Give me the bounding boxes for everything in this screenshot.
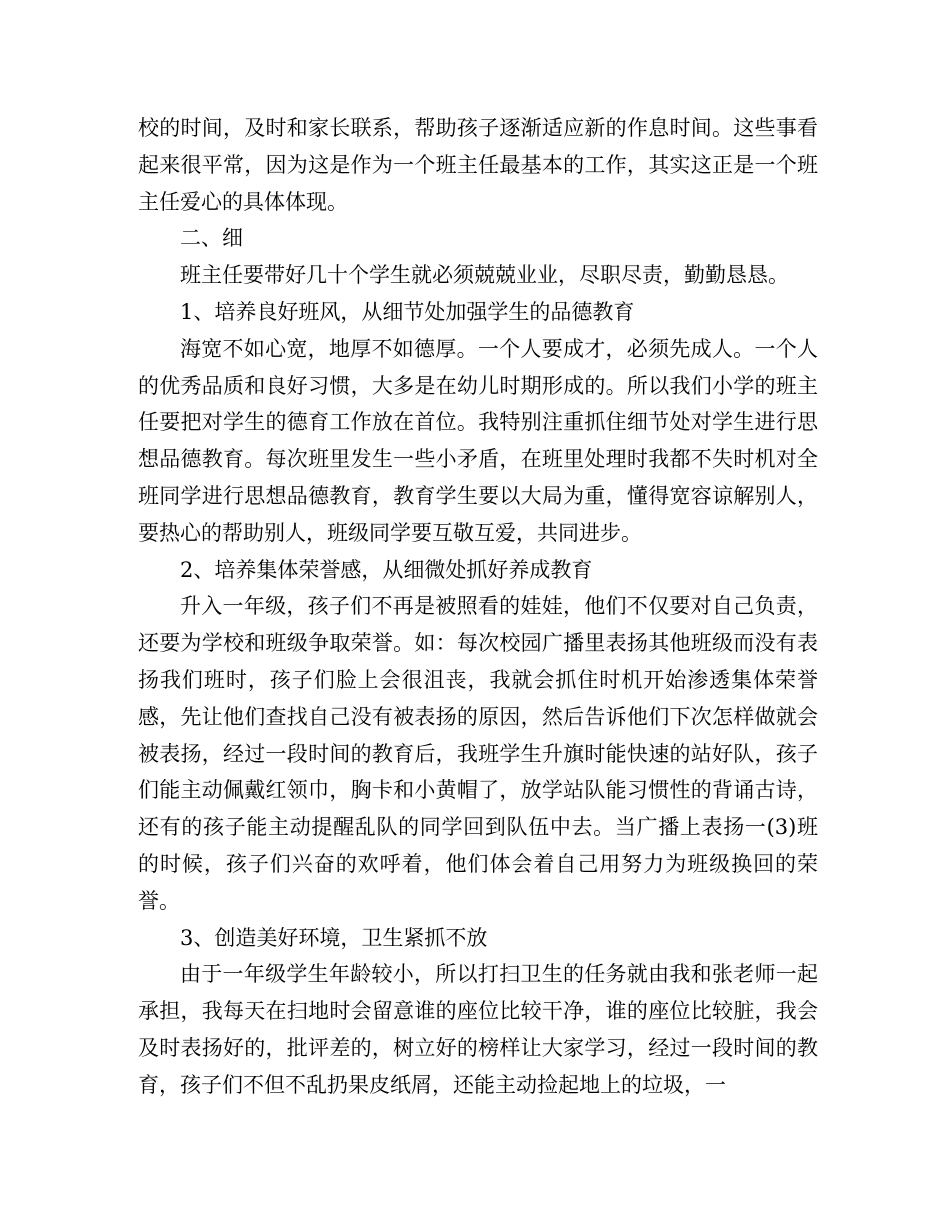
paragraph-intro: 班主任要带好几十个学生就必须兢兢业业，尽职尽责，勤勤恳恳。 [180,263,789,288]
document-body [138,110,818,1104]
paragraph-moral-education: 海宽不如心宽，地厚不如德厚。一个人要成才，必须先成人。一个人的优秀品质和良好习惯，大多是在幼儿时期形成的。所以我们小学的班主任要把对学生的德育工作放在首位。我特别注重抓住细节处对学生进行思想品德教育。每次班里发生一些小矛盾，在班里处理时我都不失时机对全班同学进行思想品德教育，教育学生要以大局为重，懂得宽容谅解别人，要热心的帮助别人，班级同学要互敬互爱，共同进步。 [138,336,818,545]
paragraph-hygiene: 由于一年级学生年龄较小，所以打扫卫生的任务就由我和张老师一起承担，我每天在扫地时会留意谁的座位比较干净，谁的座位比较脏，我会及时表扬好的，批评差的，树立好的榜样让大家学习，经过一段时间的教育，孩子们不但不乱扔果皮纸屑，还能主动捡起地上的垃圾，一 [138,962,818,1097]
subheading-3: 3、创造美好环境，卫生紧抓不放 [180,925,488,950]
section-heading-xi: 二、细 [180,226,243,251]
subheading-1: 1、培养良好班风，从细节处加强学生的品德教育 [180,299,635,324]
paragraph-continuation: 校的时间，及时和家长联系，帮助孩子逐渐适应新的作息时间。这些事看起来很平常，因为这是作为一个班主任最基本的工作，其实这正是一个班主任爱心的具体体现。 [138,116,818,214]
paragraph-collective-honor: 升入一年级，孩子们不再是被照看的娃娃，他们不仅要对自己负责，还要为学校和班级争取荣誉。如：每次校园广播里表扬其他班级而没有表扬我们班时，孩子们脸上会很沮丧，我就会抓住时机开始渗透集体荣誉感，先让他们查找自己没有被表扬的原因，然后告诉他们下次怎样做就会被表扬，经过一段时间的教育后，我班学生升旗时能快速的站好队，孩子们能主动佩戴红领巾，胸卡和小黄帽了，放学站队能习惯性的背诵古诗，还有的孩子能主动提醒乱队的同学回到队伍中去。当广播上表扬一(3)班的时候，孩子们兴奋的欢呼着，他们体会着自己用努力为班级换回的荣誉。 [138,594,818,913]
subheading-2: 2、培养集体荣誉感，从细微处抓好养成教育 [180,557,593,582]
